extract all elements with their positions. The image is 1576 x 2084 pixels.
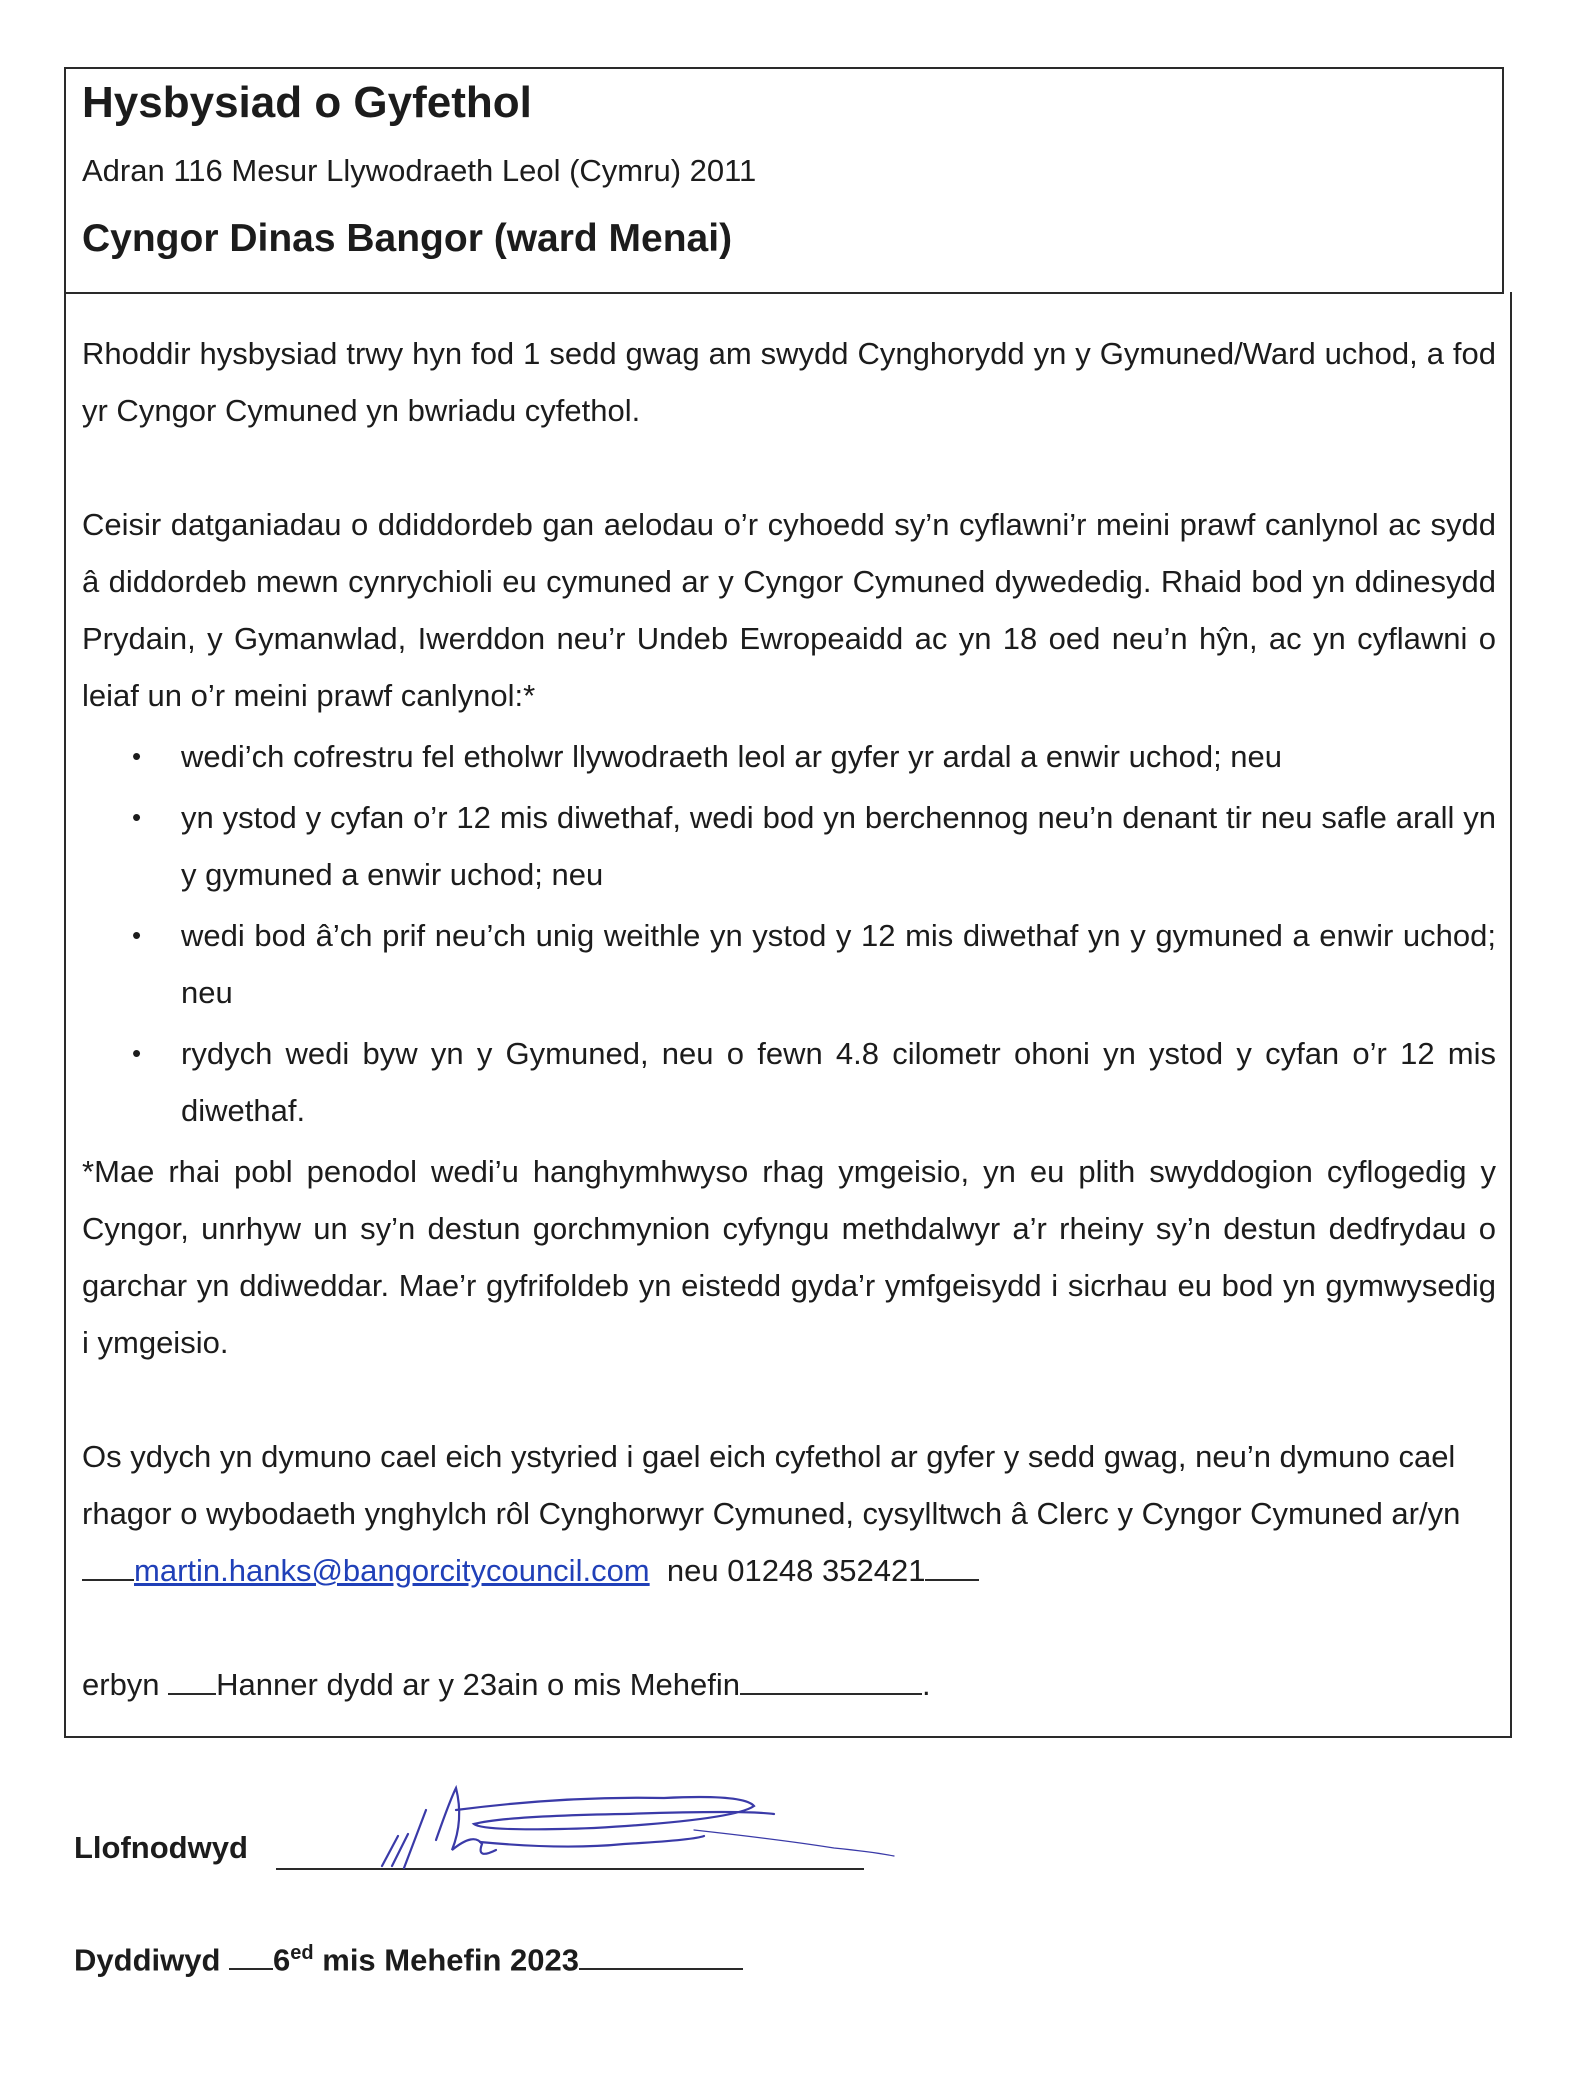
date-day: 6 bbox=[273, 1942, 291, 1978]
criteria-item bbox=[82, 728, 1496, 785]
bullet-icon: • bbox=[132, 802, 142, 832]
handwritten-signature bbox=[364, 1770, 904, 1880]
criteria-intro-paragraph: Ceisir datganiadau o ddiddordeb gan aelodau o’r cyhoedd sy’n cyflawni’r meini prawf canlynol ac sydd â diddordeb mewn cynrychioli eu cymuned ar y Cyngor Cymuned dywededig. Rhaid bod yn ddinesydd Prydain, y Gymanwlad, Iwerddon neu’r Undeb Ewropeaidd ac yn 18 oed neu’n hŷn, ac yn cyflawni o leiaf un o’r meini prawf canlynol:* bbox=[82, 507, 1496, 713]
signature-area bbox=[74, 1770, 974, 1880]
deadline-text: Hanner dydd ar y 23ain o mis Mehefin bbox=[216, 1667, 741, 1702]
deadline-end: . bbox=[922, 1667, 931, 1702]
criteria-text: rydych wedi byw yn y Gymuned, neu o fewn 4.8 cilometr ohoni yn ystod y cyfan o’r 12 mis diwethaf. bbox=[181, 1036, 1496, 1128]
blank-line bbox=[82, 1555, 134, 1581]
deadline-paragraph bbox=[82, 1656, 1496, 1713]
criteria-text: wedi’ch cofrestru fel etholwr llywodraeth leol ar gyfer yr ardal a enwir uchod; neu bbox=[181, 739, 1283, 774]
bullet-icon: • bbox=[132, 1038, 142, 1068]
contact-text: Os ydych yn dymuno cael eich ystyried i gael eich cyfethol ar gyfer y sedd gwag, neu’n dymuno cael rhagor o wybodaeth ynghylch rôl Cynghorwyr Cymuned, cysylltwch â Clerc y Cyngor Cymuned ar/yn bbox=[82, 1439, 1461, 1531]
notice-subtitle: Adran 116 Mesur Llywodraeth Leol (Cymru) 2011 bbox=[82, 153, 757, 188]
clerk-email-link[interactable]: martin.hanks@bangorcitycouncil.com bbox=[134, 1553, 650, 1588]
criteria-text: wedi bod â’ch prif neu’ch unig weithle yn ystod y 12 mis diwethaf yn y gymuned a enwir uchod; neu bbox=[181, 918, 1496, 1010]
signed-label: Llofnodwyd bbox=[74, 1830, 248, 1865]
criteria-list bbox=[82, 728, 1496, 1139]
contact-paragraph bbox=[82, 1428, 1496, 1599]
criteria-item bbox=[82, 907, 1496, 1021]
intro-paragraph: Rhoddir hysbysiad trwy hyn fod 1 sedd gwag am swydd Cynghorydd yn y Gymuned/Ward uchod, a fod yr Cyngor Cymuned yn bwriadu cyfethol. bbox=[82, 336, 1496, 428]
council-name: Cyngor Dinas Bangor (ward Menai) bbox=[82, 217, 733, 260]
bullet-icon: • bbox=[132, 920, 142, 950]
blank-line bbox=[740, 1669, 922, 1695]
criteria-item bbox=[82, 1025, 1496, 1139]
deadline-label: erbyn bbox=[82, 1667, 160, 1702]
date-label: Dyddiwyd bbox=[74, 1942, 221, 1978]
date-ordinal: ed bbox=[290, 1942, 314, 1964]
date-line bbox=[74, 1942, 743, 1978]
notice-body bbox=[82, 292, 1496, 1713]
criteria-item bbox=[82, 789, 1496, 903]
criteria-text: yn ystod y cyfan o’r 12 mis diwethaf, wedi bod yn berchennog neu’n denant tir neu safle arall yn y gymuned a enwir uchod; neu bbox=[181, 800, 1496, 892]
clerk-phone: neu 01248 352421 bbox=[666, 1553, 926, 1588]
blank-line bbox=[168, 1669, 216, 1695]
blank-line bbox=[229, 1944, 273, 1970]
notice-body-box bbox=[64, 292, 1512, 1738]
blank-line bbox=[579, 1944, 743, 1970]
disqualification-paragraph: *Mae rhai pobl penodol wedi’u hanghymhwyso rhag ymgeisio, yn eu plith swyddogion cyflogedig y Cyngor, unrhyw un sy’n destun gorchmynion cyfyngu methdalwyr a’r rheiny sy’n destun dedfrydau o garchar yn ddiweddar. Mae’r gyfrifoldeb yn eistedd gyda’r ymfgeisydd i sicrhau eu bod yn gymwysedig i ymgeisio. bbox=[82, 1154, 1496, 1360]
blank-line bbox=[925, 1555, 979, 1581]
bullet-icon: • bbox=[132, 741, 142, 771]
date-rest: mis Mehefin 2023 bbox=[322, 1942, 579, 1978]
notice-header-box bbox=[64, 67, 1504, 294]
notice-title: Hysbysiad o Gyfethol bbox=[82, 78, 532, 127]
